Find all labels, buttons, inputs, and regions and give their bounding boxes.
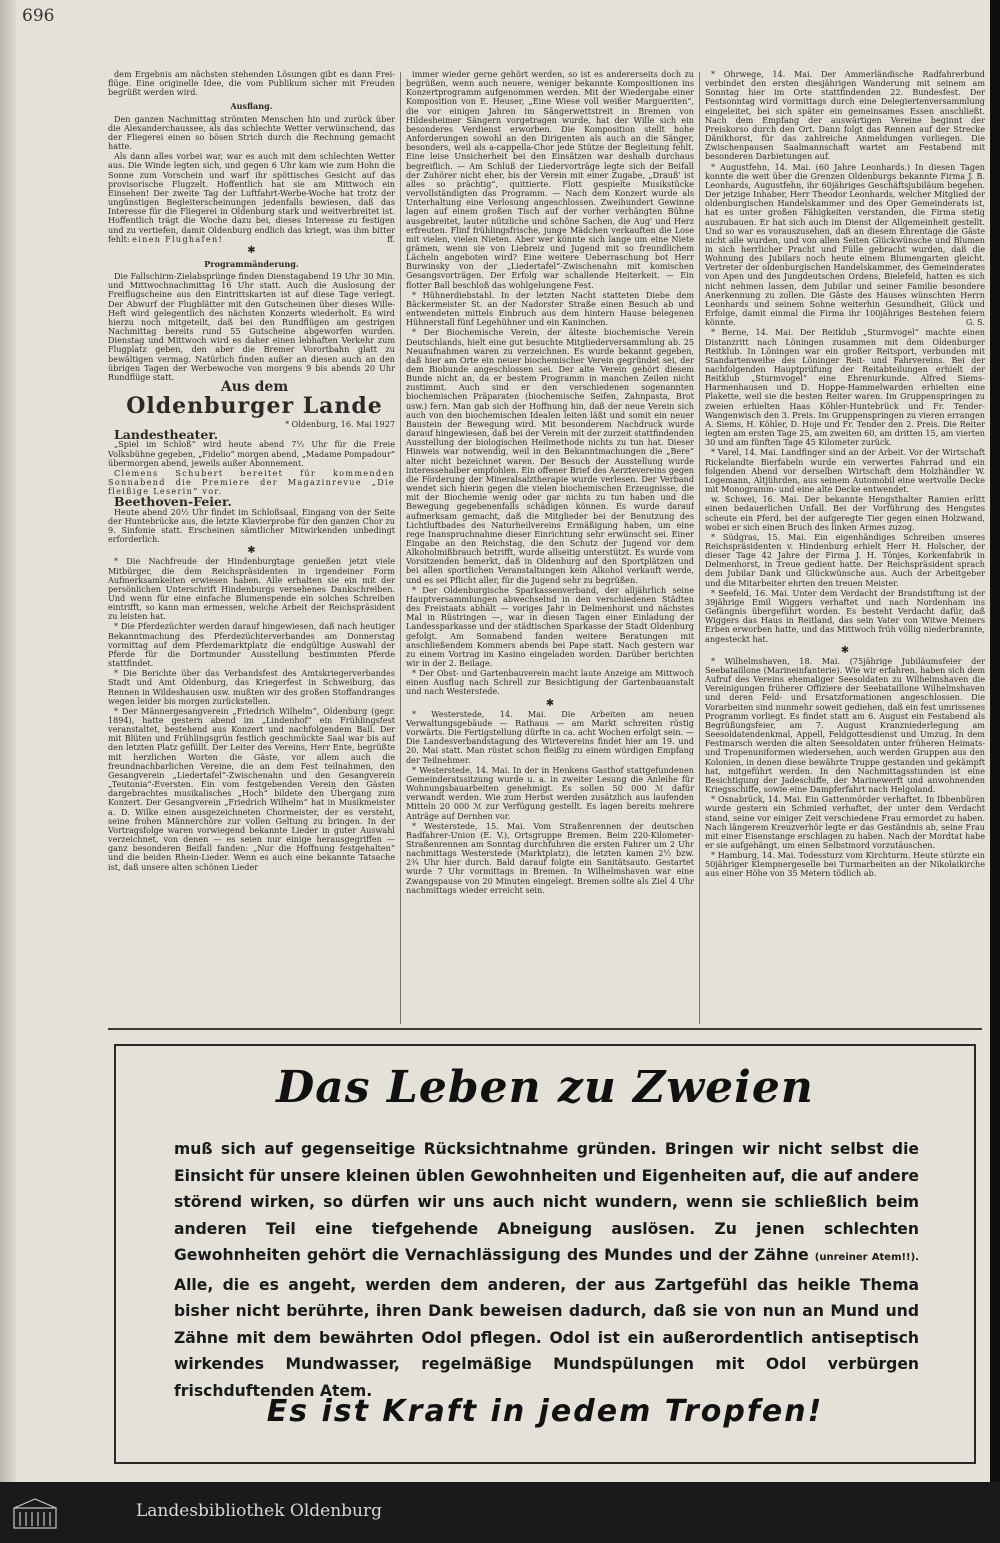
col3-paragraph: w. Schwei, 16. Mai. Der bekannte Hengsthalter Ramien erlitt einen bedauerlichen Unfall. Bei der Vorführung des Hengstes scheute ein Pferd, bei der aufgeregte Tier gegen einen Holzwand, wobei er sich einen Bruch des linken Armes zuzog.	[705, 494, 985, 532]
footer-bar	[0, 1482, 1000, 1543]
col3-paragraph: * Osnabrück, 14. Mai. Ein Gattenmörder verhaftet. In Ibbenbüren wurde gestern ein Schmied verhaftet, der unter dem Verdacht stand, seine vor einiger Zeit verschiedene Frau ermordet zu haben. Nach längerem Kreuzverhör legte er das Geständnis ab, seine Frau mit einer Eisenstange erschlagen zu haben. Nach der Mordtat habe er sie aufgehängt, um einen Selbstmord vorzutäuschen.	[705, 794, 985, 850]
col3-paragraph: * Hamburg, 14. Mai. Todessturz vom Kirchturm. Heute stürzte ein 50jähriger Klempnergeselle bei Turmarbeiten an der Nikolaikirche aus einer Höhe von 35 Metern tödlich ab.	[705, 850, 985, 879]
col1-signature: ff.	[386, 233, 395, 244]
page-number: 696	[22, 6, 55, 26]
library-name[interactable]: Landesbibliothek Oldenburg	[136, 1501, 383, 1521]
section-kicker: Aus dem	[220, 379, 289, 395]
column-rule-2	[699, 72, 700, 1024]
col1-paragraph: * Die Pferdezüchter werden darauf hingewiesen, daß nach heutiger Bekanntmachung des Pferdezüchterverbandes am Donnerstag vormittag auf dem Pferdemarktplatz die endgültige Auswahl der Pferde für die Dortmunder Ausstellung bestimmten Pferde stattfindet.	[108, 621, 395, 669]
col1-paragraph: dem Ergebnis am nächsten stehenden Lösungen gibt es dann Frei-flüge. Eine originelle Idee, die vom Publikum sicher mit Freuden begrüßt werden wird.	[108, 70, 395, 98]
col2-paragraph: * Der Obst- und Gartenbauverein macht laute Anzeige am Mittwoch einen Ausflug nach Schrell zur Besichtigung der Gartenbauanstalt und nach Westerstede.	[406, 668, 694, 697]
col2-paragraph: * Der Biochemische Verein, der älteste biochemische Verein Deutschlands, hielt eine gut besuchte Mitgliederversammlung ab. 25 Neuaufnahmen waren zu verzeichnen. Es wurde bekannt gegeben, daß hier am Orte ein neuer biochemischer Verein gegründet sei, der dem Biobunde angeschlossen sei. Der alte Verein gehört diesem Bunde nicht an, da er bestem Programm in manchen Zeilen nicht zustimmt. Auch sind er den verschiedenen sogenannten biochemischen Präparaten (biochemische Seifen, Zahnpasta, Brot usw.) fern. Man gab sich der Hoffnung hin, daß der neue Verein sich auch von den biochemischen Idealen leiten läßt und somit ein neuer Baustein der Bewegung wird. Mit besonderem Nachdruck wurde darauf hingewiesen, daß bei der Verein mit der zurzeit stattfindenden Ausstellung der biologischen Heilmethode nichts zu tun hat. Dieser Hinweis war notwendig, weil in den Bekanntmachungen die „Bere“ alter nicht bezeichnet waren. Der Besuch der Ausstellung wurde interessehalber empfohlen. Ein offener Brief des Aerztevereins gegen die Förderung der Mineralsalztherapie wurde verlesen. Der Verband wendet sich hierin gegen die vielen biochemischen Erzeugnisse, die mit der Biochemie wenig oder gar nichts zu tun haben und die Bewegung gegebenenfalls schädigen können. Es wurde darauf aufmerksam gemacht, daß die Mitglieder bei der Benutzung des Lichtluftbades des Naturheilvereins Ermäßigung haben, um eine rege Inanspruchnahme dieser Einrichtung sehr erwünscht sei. Einer Eingabe an den Reichstag, die den Schutz der Jugend vor dem Alkoholmißbrauch betrifft, wurde allseitig unterstützt. Es wurde vom Vorsitzenden bemerkt, daß in Oldenburg auf den Sportplätzen und bei allen sportlichen Veranstaltungen kein Alkohol verkauft werde, und es sei Pflicht aller, für die Jugend sehr zu begrüßen.	[406, 327, 694, 585]
col2-paragraph: * Westerstede, 14. Mai. In der in Henkens Gasthof stattgefundenen Gemeinderatssitzung wurde u. a. in zweiter Lesung die Anleihe für Wohnungsbauarbeiten genehmigt. Es sollen 50 000 ℳ dafür verwandt werden. Wie zum Herbst werden zusätzlich aus laufenden Mitteln 20 000 ℳ zur Verfügung gestellt. Es lagen bereits mehrere Anträge auf Dernhen vor.	[406, 764, 694, 821]
col1-text: Als dann alles vorbei war, war es auch mit dem schlechten Wetter aus. Die Winde legten sich, und gegen 6 Uhr kam wie zum Hohn die Sonne zum Vorschein und warf ihr spöttisches Gesicht auf das provisorische Flugzelt. Hoffentlich hat sie am Mittwoch ein Einsehen! Der zweite Tag der Luftfahrt-Werbe-Woche hat trotz der ungünstigen Begleiterscheinungen jedenfalls bewiesen, daß das Interesse für die Fliegerei in Oldenburg stark und weitverbreitet ist. Hoffentlich trägt die Woche dazu bei, dieses Interesse zu festigen und zu vertiefen, damit Oldenburg endlich das kriegt, was ihm bitter fehlt:	[108, 151, 395, 244]
separator-star: ✱	[545, 697, 555, 709]
col2-paragraph: * Westerstede, 14. Mai. Die Arbeiten am neuen Verwaltungsgebäude — Rathaus — am Markt schreiten rüstig vorwärts. Die Fertigstellung dürfte in ca. acht Wochen erfolgt sein. — Die Landesverbandstagung des Wirtevereins findet hier am 19. und 20. Mai statt. Man rüstet schon fleißig zu einem würdigen Empfang der Teilnehmer.	[406, 708, 694, 765]
col1-paragraph: „Spiel im Schloß“ wird heute abend 7½ Uhr für die Freie Volksbühne gegeben, „Fidelio“ morgen abend, „Madame Pompadour“ übermorgen abend, jeweils außer Abonnement.	[108, 439, 395, 468]
col1-paragraph: Die Fallschirm-Zielabsprünge finden Dienstagabend 19 Uhr 30 Min. und Mittwochnachmittag 16 Uhr statt. Auch die Auslosung der Freiflugscheine aus den Eintrittskarten ist auf diese Tage verlegt. Der Abwurf der Flugblätter mit den Gutscheinen über dieses Wille-Heft wird gelegentlich des nächsten Konzerts wiederholt. Es wird hierzu noch mitgeteilt, daß bei den Rundflügen am gestrigen Nachmittag bereits rund 55 Gutscheine abgeworfen wurden. Dienstag und Mittwoch wird es daher einen lebhaften Verkehr zum Flugplatz geben, den aber die Bremer Vorortbahn glatt zu bewältigen vermag. Natürlich finden außer an diesen auch an den übrigen Tagen der Werbewoche von morgens 9 bis abends 20 Uhr Rundflüge statt.	[108, 271, 395, 382]
column-2	[406, 70, 694, 1020]
col1-paragraph: * Die Nachfreude der Hindenburgtage genießen jetzt viele Mitbürger, die dem Reichspräsidenten in irgendeiner Form Aufmerksamkeiten erwiesen haben. Alle erhalten sie ein mit der persönlichen Unterschrift Hindenburgs versehenes Dankschreiben. Und wenn für eine einfache Blumenspende ein solches Schreiben eintrifft, so kann man ermessen, welche Arbeit der Reichspräsident zu leisten hat.	[108, 556, 395, 622]
col1-paragraph	[108, 152, 395, 244]
col3-text: * Augustfehn, 14. Mai. (60 Jahre Leonhards.) In diesen Tagen konnte die weit über die Grenzen Oldenburgs bekannte Firma J. B. Leonhards, Augustfehn, ihr 60jähriges Geschäftsjubiläum begehen. Der jetzige Inhaber, Herr Theodor Leonhards, welcher Mitglied der oldenburgischen Handelskammer und des Oper Gemeinderats ist, hat es unter großen Fähigkeiten verstanden, die Firma stetig auszubauen. Er hat sich auch im Dienst der Allgemeinheit gestellt. Und so war es vorauszusehen, daß an diesem Ehrentage die Gäste nicht alle wurden, und von allen Seiten Glückwünsche und Blumen in sich herrlicher Pracht und Fülle gebracht wurden, daß die Wohnung des Jubilars noch heute einem Blumengarten gleicht. Vertreter der oldenburgischen Handelskammer, des Gemeinderates von Apen und des Jungdeutschen Ordens, Bielefeld, hatten es sich nicht nehmen lassen, dem Jubilar und seiner Familie besondere Anerkennung zu zollen. Die Gäste des Hauses wünschten Herrn Leonhards und seinem Sohne weiterhin Gesundheit, Glück und Erfolge, damit einmal die Firma ihr 100jähriges Bestehen feiern könnte.	[705, 161, 985, 328]
col1-paragraph: * Der Männergesangverein „Friedrich Wilhelm“, Oldenburg (gegr. 1894), hatte gestern abend im „Lindenhof“ ein Frühlingsfest veranstaltet, bestehend aus Konzert und nachfolgendem Ball. Der mit Blüten und Frühlingsgrün festlich geschmückte Saal war bis auf den letzten Platz gefüllt. Der Leiter des Vereins, Herr Ente, begrüßte mit herzlichen Worten die Gäste, vor allem auch die freundnachbarlichen Vereine, die an dem Fest teilnahmen, den Gesangverein „Liedertafel“-Zwischenahn und den Gesangverein „Teutonia“-Eversten. Ein vom festgebenden Verein den Gästen dargebrachtes musikalisches „Hoch“ bildete den Übergang zum Konzert. Der Gesangverein „Friedrich Wilhelm“ hat in Musikmeister a. D. Wilke einen ausgezeichneten Chormeister, der es versteht, seine frohen Männerchöre zur vollen Geltung zu bringen. In der Vortragsfolge waren vorwiegend bekannte Lieder in guter Auswahl verzeichnet, von denen — es seien nur einige herausgegriffen — ganz besonderen Beifall fanden: „Nur die Hoffnung festgehalten“ und die beiden Rhein-Lieder. Wenn es auch eine bekannte Tatsache ist, daß unsere alten schönen Lieder	[108, 705, 395, 872]
col3-paragraph: * Wilhelmshaven, 18. Mai. (75jährige Jubiläumsfeier der Seebataillone (Marineinfanterie). Wie wir erfahren, haben sich dem Aufruf des Vereins ehemaliger Seesoldaten zu Wilhelmshaven die Vereinigungen früherer Offiziere der Seebataillone Wilhelmshaven und deren Feld- und Ersatzformationen angeschlossen. Die Vorarbeiten sind nunmehr soweit gediehen, daß ein fest umrissenes Programm vorliegt. Es findet statt am 6. August ein Festabend als Begrüßungsfeier, am 7. August Kranzniederlegung am Seesoldatendenkmal, Appell, Feldgottesdienst und Umzug. In dem Festmarsch werden die alten Seesoldaten unter früheren Heimats- und Tropenuniformen wiedersehen, auch werden Gruppen aus den Kolonien, in denen diese bewährte Truppe gestanden und gekämpft hat, mitgeführt werden. In den Nachmittagsstunden ist eine Besichtigung der Jadeschiffe, der Marinewerft und anwohnenden Kriegsschiffe, sowie eine Dampferfahrt nach Helgoland.	[705, 655, 985, 795]
page-spine	[0, 0, 16, 1482]
col2-paragraph: * Der Oldenburgische Sparkassenverband, der alljährlich seine Hauptversammlungen abwechselnd in den verschiedenen Städten des Freistaats abhält — voriges Jahr in Delmenhorst und nächstes Mal in Rüstringen —, war in diesen Tagen einer Einladung der Landessparkasse und der städtischen Sparkasse der Stadt Oldenburg gefolgt. Am Sonnabend fanden weitere Beratungen mit anschließendem Kommers abends bei Pape statt. Nach gestern war zu einem Vortrag im Kasino eingeladen worden. Darüber berichten wir in der 2. Beilage.	[406, 584, 694, 668]
scan-edge	[990, 0, 1000, 1482]
column-rule-1	[400, 72, 401, 1024]
col3-paragraph	[705, 163, 985, 328]
col3-paragraph: * Ohrwege, 14. Mai. Der Ammerländische Radfahrerbund verbindet den ersten diesjährigen Wanderung mit seinem am Sonntag hier im Orte stattfindenden 22. Bundesfest. Der Festsonntag wird vormittags durch eine Delegiertenversammlung eingeleitet, bei sich später ein gemeinsames Essen anschließt. Nach dem Empfang der auswärtigen Vereine beginnt der Preiskorso durch den Ort. Dann folgt das Rennen auf der Strecke Dänikhorst, für das zahlreiche Anmeldungen vorliegen. Die Zwischenpausen Saalmannschaft wartet am Festabend mit besonderen Darbietungen auf.	[705, 70, 985, 162]
ad-body-aside: (unreiner Atem!!).	[814, 1252, 919, 1263]
separator-star: ✱	[840, 644, 850, 656]
ad-body-text: muß sich auf gegenseitige Rücksichtnahme gründen. Bringen wir nicht selbst die Einsicht für unsere kleinen üblen Gewohnheiten und Eigenheiten auf, die auf andere störend wirken, so dürfen wir uns auch nicht wundern, wenn sie schließlich beim anderen Teil eine tiefgehende Abneigung auslösen. Zu jenen schlechten Gewohnheiten gehört die Vernachlässigung des Mundes und der Zähne	[174, 1140, 919, 1264]
col3-signature: G. S.	[965, 317, 985, 328]
separator-star: ✱	[247, 545, 256, 557]
col3-paragraph: * Berne, 14. Mai. Der Reitklub „Sturmvogel“ machte einen Distanzritt nach Löningen zusammen mit dem Oldenburger Reitklub. In Löningen war ein großer Reitsport, verbunden mit Standartenweihe des Löninger Reit- und Fahrvereins. Bei der nachfolgenden Hauptprüfung der Reitabteilungen erhielt der Reitklub „Sturmvogel“ eine Ehrenurkunde. Alfred Siems-Harmenhausen und D. Hoppe-Hammelwarden erhielten eine Plakette, weil sie die besten Reiter waren. Im Gruppenspringen zu zweien erhielten Haas Köhler-Huntebrück und Fr. Tender-Wangenwisch den 3. Preis. Im Gruppenspringen zu vieren errangen A. Siems, H. Köhler, D. Hoje und Fr. Tender den 2. Preis. Die Reiter legten am ersten Tage 25, am zweiten 60, am dritten 15, am vierten 30 und am fünften Tage 45 Kilometer zurück.	[705, 327, 985, 448]
column-1	[108, 70, 395, 1020]
odol-advertisement	[114, 1044, 976, 1464]
col1-emphasis: einen Flughafen!	[132, 233, 224, 244]
col2-paragraph: immer wieder gerne gehört werden, so ist es andererseits doch zu begrüßen, wenn auch neuere, weniger bekannte Kompositionen ins Konzertprogramm aufgenommen werden. Mit der Wiedergabe einer Komposition von E. Heuser, „Eine Wiese voll weißer Margueriten“, die vor einigen Jahren im Sängerwettstreit in Bremen von Hildesheimer Sängern vorgetragen wurde, hat der Wille sich ein besonderes Verdienst erworben. Die Komposition stellt hohe Anforderungen sowohl an den Dirigenten als auch an die Sänger, besonders, weil als a-cappella-Chor jede Stütze der Begleitung fehlt. Eine leise Unsicherheit bei den Einsätzen war deshalb durchaus begreiflich. — Am Schluß der Liedervorträge legte sich der Beifall der Zuhörer nicht eher, bis der Verein mit einer Zugabe, „Drauß' ist alles so prächtig“, quittierte. Flott gespielte Musikstücke vervollständigten das Programm. — Nach dem Konzert wurde als Unterhaltung eine Verlosung angeschlossen. Zweihundert Gewinne lagen auf einem großen Tisch auf der vorher verhängten Bühne ausgebreitet, lauter nützliche und schöne Sachen, die Aug' und Herz erfreuten. Flinf frühlingsfrische, junge Mädchen verkauften die Lose mit vielen, vielen Nieten. Aber wer könnte sich lange um eine Niete grämen, wenn sie von Liebreiz und Jugend mit so freundlichem Lächeln angeboten wird? Eine weitere Ueberraschung bot Herr Burwinsky von der „Liedertafel“-Zwischenahn mit komischen Gesangsvorträgen. Der Erfolg war schallende Heiterkeit. — Ein flotter Ball beschloß das wohlgelungene Fest.	[406, 70, 694, 290]
col2-paragraph: * Hühnerdiebstahl. In der letzten Nacht statteten Diebe dem Bäckermeister St. an der Nadorster Straße einen Besuch ab und entwendeten mittels Einbruch aus dem hintern Hause belegenen Hühnerstall fünf Legehühner und ein Kaninchen.	[406, 289, 694, 328]
ad-title: Das Leben zu Zweien	[276, 1062, 814, 1113]
section-title: Oldenburger Lande	[126, 393, 383, 420]
separator-star: ✱	[247, 244, 256, 256]
col1-subheading: Programmänderung.	[204, 258, 299, 269]
col3-paragraph: * Varel, 14. Mai. Landfinger sind an der Arbeit. Vor der Wirtschaft Rickelandte Bierfabeln wurde ein verwertes Fahrrad und ein folgenden Abend vor derselben Wirtschaft dem Holzhändler W. Logemann, Altjührden, aus seinem Automobil eine wertvolle Decke mit Monogramm- und eine alte Decke entwendet.	[705, 447, 985, 495]
section-heading: Landestheater.	[114, 427, 219, 443]
col1-paragraph: Clemens Schubert bereitet für kommenden Sonnabend die Premiere der Magazinrevue „Die fleißige Leserin“ vor.	[108, 467, 395, 497]
col1-paragraph: * Die Berichte über das Verbandsfest des Amtskriegerverbandes Stadt und Amt Oldenburg, das Kriegerfest in Schweiburg, das Rennen in Wildeshausen usw. mußten wir des großen Stoffandranges wegen leider bis morgen zurückstellen.	[108, 668, 395, 706]
ad-body	[174, 1136, 919, 1404]
ad-top-rule	[108, 1028, 982, 1030]
col3-paragraph: * Seefeld, 16. Mai. Unter dem Verdacht der Brandstiftung ist der 39jährige Emil Wiggers verhaftet und nach Nordenham ins Gefängnis übergeführt worden. Es besteht Verdacht dafür, daß Wiggers das Haus in Reitland, das sein Vater von Witwe Meiners Erben erworben hatte, und das Mittwoch früh völlig niederbrannte, angesteckt hat.	[705, 587, 985, 644]
col1-subheading: Ausflang.	[230, 101, 273, 112]
col3-paragraph: * Südgras, 15. Mai. Ein eigenhändiges Schreiben unseres Reichspräsidenten v. Hindenburg erhielt Herr H. Holscher, der dieser Tage 42 Jahre der Firma J. H. Tönjes, Korkenfabrik in Delmenhorst, in Treue gedient hatte. Der Reichspräsident sprach dem Jubilar Dank und Glückwünsche aus. Auch der Arbeitgeber und die Mitarbeiter ehrten den treuen Meister.	[705, 531, 985, 588]
column-3	[705, 70, 985, 1020]
col2-paragraph: * Westerstede, 15. Mai. Vom Straßenrennen der deutschen Radfahrer-Union (E. V.), Ortsgruppe Bremen. Beim 220-Kilometer-Straßenrennen am Sonntag durchfuhren die ersten Fahrer um 2 Uhr nachmittags Westerstede (Marktplatz), die letzten kamen 2½ bzw. 2¾ Uhr hier durch. Bald darauf folgte ein Sanitätsauto. Gestartet wurde 7 Uhr vormittags in Bremen. In Wilhelmshaven war eine Zwangspause von 20 Minuten eingelegt. Bremen sollte als Ziel 4 Uhr nachmittags wieder erreicht sein.	[406, 820, 694, 895]
col1-paragraph: Heute abend 20½ Uhr findet im Schloßsaal, Eingang von der Seite der Huntebrücke aus, die letzte Klavierprobe für den ganzen Chor zu 9. Sinfonie statt. Erscheinen sämtlicher Mitwirkenden unbedingt erforderlich.	[108, 506, 395, 545]
section-heading: Beethoven-Feier.	[114, 494, 232, 510]
library-building-icon	[12, 1496, 58, 1530]
ad-body-text: Alle, die es angeht, werden dem anderen, der aus Zartgefühl das heikle Thema bisher nicht berührte, ihren Dank beweisen dadurch, daß sie von nun an Mund und Zähne mit dem bewährten Odol pflegen. Odol ist ein außerordentlich antiseptisch wirkendes Mundwasser, regelmäßige Mundspülungen mit Odol verbürgen frischduftenden Atem.	[174, 1275, 919, 1400]
dateline: * Oldenburg, 16. Mai 1927	[285, 419, 395, 430]
ad-slogan: Es ist Kraft in jedem Tropfen!	[266, 1394, 824, 1429]
col1-paragraph: Den ganzen Nachmittag strömten Menschen hin und zurück über die Alexanderchaussee, als das schlechte Wetter verwünschend, das der Fliegerei einen so bösen Strich durch die Rechnung gemacht hatte.	[108, 113, 395, 152]
